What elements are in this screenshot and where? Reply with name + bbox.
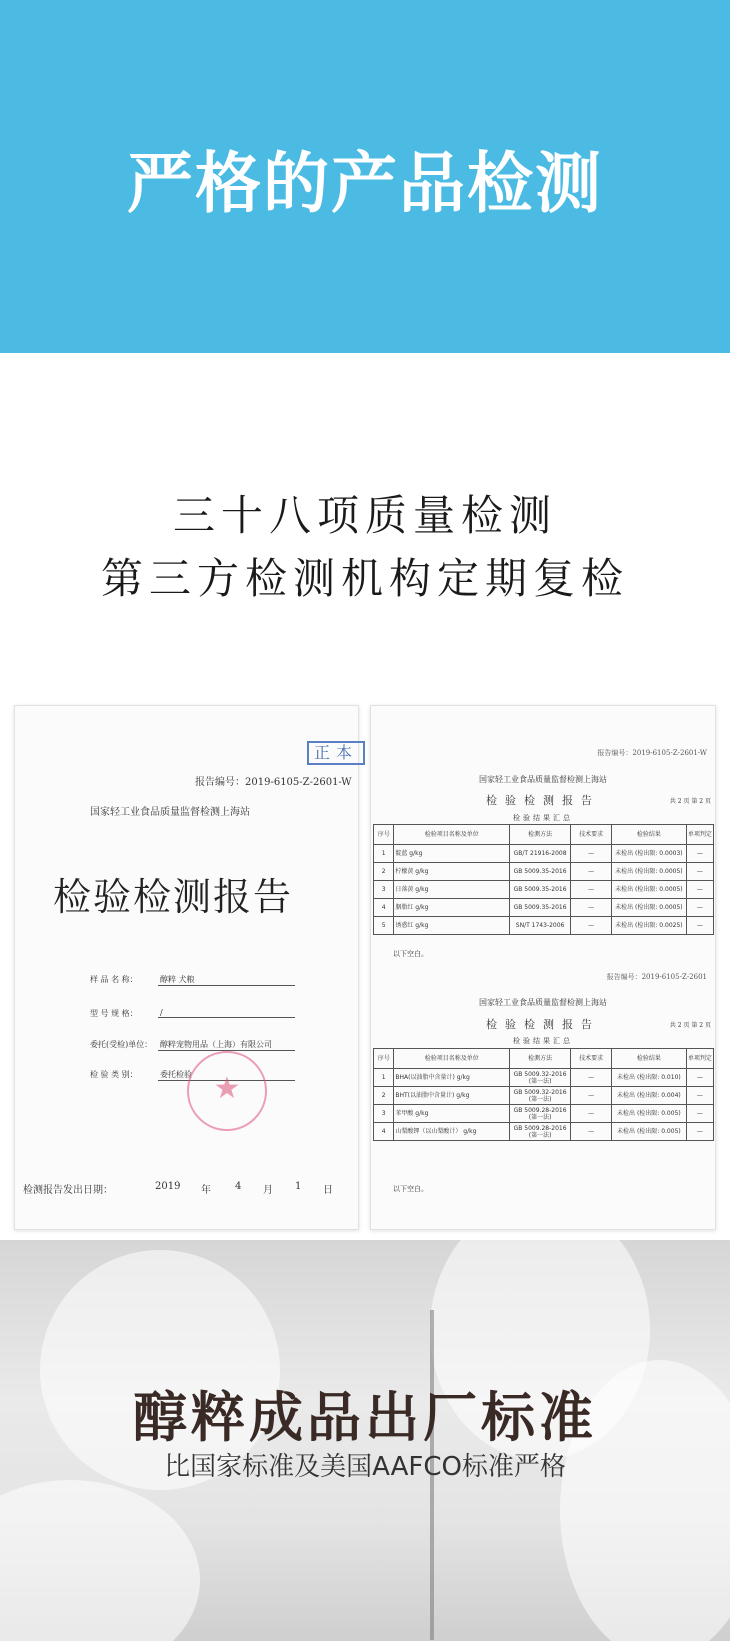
table-cell: SN/T 1743-2006	[510, 917, 571, 935]
table-cell: —	[571, 1123, 612, 1141]
report-number: 报告编号：2019-6105-Z-2601-W	[597, 749, 707, 757]
table-header-cell: 检测方法	[510, 1049, 571, 1069]
photo-shape	[0, 1480, 200, 1641]
issue-month: 4	[235, 1181, 242, 1192]
page-indicator: 共 2 页 第 2 页	[669, 1022, 711, 1029]
table-cell: —	[686, 1105, 713, 1123]
table-header-cell: 序号	[374, 825, 394, 845]
official-seal	[187, 1051, 267, 1131]
table-header-cell: 技术要求	[571, 825, 612, 845]
intro-line-2: 第三方检测机构定期复检	[100, 554, 629, 603]
field-label: 委托(受检)单位：	[90, 1040, 153, 1049]
issue-month-unit: 月	[263, 1185, 273, 1196]
table-cell: —	[571, 1087, 612, 1105]
agency-name: 国家轻工业食品质量监督检测上海站	[479, 775, 607, 784]
table-cell: 未检出 (检出限: 0.0025)	[611, 917, 686, 935]
table-cell: 山梨酸钾（以山梨酸计） g/kg	[394, 1123, 510, 1141]
table-row	[374, 917, 714, 935]
table-cell: GB 5009.32-2016 (第一法)	[510, 1069, 571, 1087]
table-header-cell: 检验项目名称及单位	[394, 825, 510, 845]
results-table-2	[373, 1048, 714, 1141]
table-cell: BHT(以油脂中含量计) g/kg	[394, 1087, 510, 1105]
issue-day: 1	[295, 1181, 302, 1192]
table-cell: 2	[374, 1087, 394, 1105]
table-cell: GB 5009.28-2016 (第一法)	[510, 1105, 571, 1123]
table-row	[374, 1069, 714, 1087]
table-cell: 未检出 (检出限: 0.0005)	[611, 881, 686, 899]
table-cell: —	[571, 863, 612, 881]
header-banner	[0, 0, 730, 353]
intro-line-1: 三十八项质量检测	[172, 491, 557, 540]
table-row	[374, 845, 714, 863]
table-row	[374, 1087, 714, 1105]
table-cell: 1	[374, 1069, 394, 1087]
table-cell: 未检出 (检出限: 0.005)	[611, 1105, 686, 1123]
table-cell: 胭脂红 g/kg	[394, 899, 510, 917]
table-row	[374, 899, 714, 917]
report-number: 报告编号：2019-6105-Z-2601-W	[195, 777, 352, 788]
seal-star-icon: ★	[213, 1071, 241, 1106]
field-value: 委托检验	[158, 1069, 295, 1081]
table-header-cell: 单项判定	[686, 825, 713, 845]
table-cell: —	[686, 1087, 713, 1105]
table-header-cell: 序号	[374, 1049, 394, 1069]
table-cell: 靛蓝 g/kg	[394, 845, 510, 863]
table-header-cell: 检验结果	[611, 1049, 686, 1069]
report-title: 检验检测报告	[486, 1018, 600, 1031]
field-label: 型 号 规 格：	[90, 1009, 138, 1018]
table-cell: 未检出 (检出限: 0.004)	[611, 1087, 686, 1105]
field-label: 检 验 类 别：	[90, 1070, 138, 1079]
table-header-cell: 单项判定	[686, 1049, 713, 1069]
table-header-cell: 检测方法	[510, 825, 571, 845]
table-cell: 4	[374, 1123, 394, 1141]
table-cell: 柠檬黄 g/kg	[394, 863, 510, 881]
field-sample-name	[90, 974, 295, 988]
table-cell: 1	[374, 845, 394, 863]
table-cell: 3	[374, 881, 394, 899]
table-cell: 苯甲酸 g/kg	[394, 1105, 510, 1123]
page-indicator: 共 2 页 第 2 页	[669, 798, 711, 805]
table-cell: 诱惑红 g/kg	[394, 917, 510, 935]
table-cell: 未检出 (检出限: 0.0005)	[611, 899, 686, 917]
agency-name: 国家轻工业食品质量监督检测上海站	[90, 807, 250, 818]
blank-note: 以下空白。	[393, 950, 428, 958]
table-cell: —	[571, 899, 612, 917]
report-tables-document	[370, 705, 716, 1230]
results-table-1	[373, 824, 714, 935]
table-cell: 日落黄 g/kg	[394, 881, 510, 899]
agency-name: 国家轻工业食品质量监督检测上海站	[479, 998, 607, 1007]
table-cell: GB 5009.32-2016 (第一法)	[510, 1087, 571, 1105]
table-header-cell: 技术要求	[571, 1049, 612, 1069]
table-cell: —	[571, 1105, 612, 1123]
standard-title: 醇粹成品出厂标准	[133, 1386, 597, 1449]
table-header-cell: 检验项目名称及单位	[394, 1049, 510, 1069]
table-cell: —	[686, 1123, 713, 1141]
table-cell: —	[686, 881, 713, 899]
table-cell: BHA(以油脂中含量计) g/kg	[394, 1069, 510, 1087]
table-cell: GB/T 21916-2008	[510, 845, 571, 863]
table-cell: —	[686, 863, 713, 881]
report-cover-document	[14, 705, 359, 1230]
table-cell: —	[686, 899, 713, 917]
summary-heading: 检验结果汇总	[513, 814, 573, 822]
field-value: 醇粹宠物用品（上海）有限公司	[158, 1039, 295, 1051]
field-model-spec	[90, 1008, 295, 1022]
table-cell: —	[686, 1069, 713, 1087]
field-value: /	[158, 1008, 295, 1018]
table-cell: 未检出 (检出限: 0.0003)	[611, 845, 686, 863]
table-header-cell: 检验结果	[611, 825, 686, 845]
blank-note: 以下空白。	[393, 1185, 428, 1193]
table-cell: 5	[374, 917, 394, 935]
table-cell: 3	[374, 1105, 394, 1123]
banner-title: 严格的产品检测	[127, 145, 603, 222]
table-cell: —	[686, 845, 713, 863]
table-cell: GB 5009.35-2016	[510, 881, 571, 899]
table-cell: —	[571, 1069, 612, 1087]
field-client	[90, 1039, 295, 1053]
issue-year-unit: 年	[201, 1185, 211, 1196]
field-label: 样 品 名 称：	[90, 975, 138, 984]
issue-day-unit: 日	[323, 1185, 333, 1196]
table-cell: —	[571, 881, 612, 899]
table-row	[374, 863, 714, 881]
table-cell: —	[686, 917, 713, 935]
table-cell: GB 5009.28-2016 (第一法)	[510, 1123, 571, 1141]
table-cell: 未检出 (检出限: 0.005)	[611, 1123, 686, 1141]
table-cell: 4	[374, 899, 394, 917]
report-title: 检验检测报告	[486, 794, 600, 807]
field-value: 醇粹 犬粮	[158, 974, 295, 986]
table-cell: 未检出 (检出限: 0.0005)	[611, 863, 686, 881]
table-row	[374, 1123, 714, 1141]
original-copy-stamp: 正本	[307, 741, 365, 765]
table-row	[374, 881, 714, 899]
table-cell: GB 5009.35-2016	[510, 863, 571, 881]
standard-subtitle: 比国家标准及美国AAFCO标准严格	[164, 1452, 566, 1482]
summary-heading: 检验结果汇总	[513, 1037, 573, 1045]
issue-year: 2019	[155, 1181, 181, 1192]
table-row	[374, 1105, 714, 1123]
report-number: 报告编号：2019-6105-Z-2601	[606, 973, 707, 981]
cover-title: 检验检测报告	[53, 875, 294, 919]
issue-date-label: 检测报告发出日期：	[23, 1185, 113, 1196]
table-cell: —	[571, 845, 612, 863]
table-cell: 2	[374, 863, 394, 881]
table-cell: 未检出 (检出限: 0.010)	[611, 1069, 686, 1087]
table-cell: GB 5009.35-2016	[510, 899, 571, 917]
table-cell: —	[571, 917, 612, 935]
